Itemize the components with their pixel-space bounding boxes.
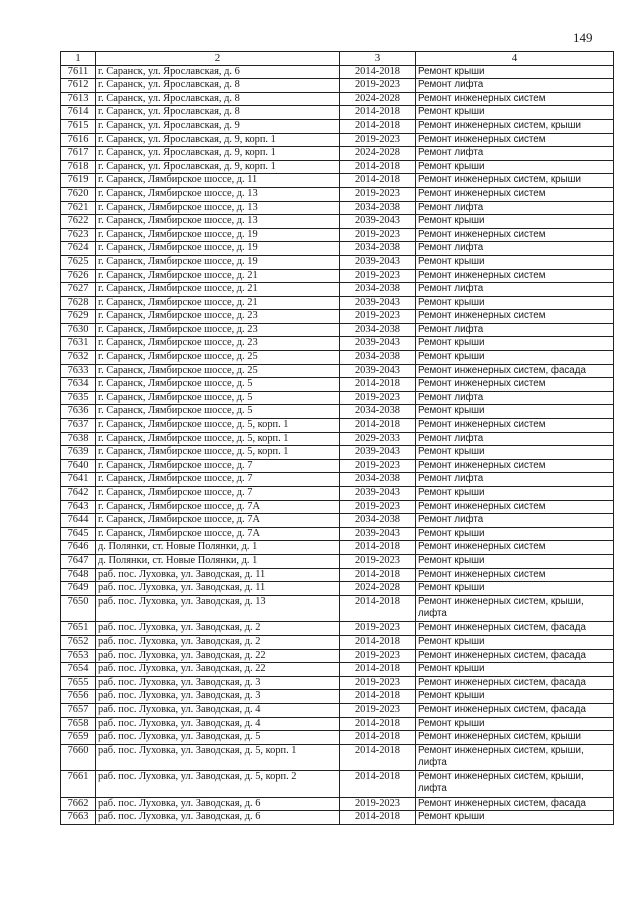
row-period: 2034-2038	[340, 405, 416, 419]
row-number: 7636	[61, 405, 96, 419]
row-period: 2024-2028	[340, 582, 416, 596]
table-row	[61, 364, 614, 378]
row-address: г. Саранск, Лямбирское шоссе, д. 23	[96, 323, 340, 337]
table-row	[61, 582, 614, 596]
row-address: раб. пос. Луховка, ул. Заводская, д. 2	[96, 635, 340, 649]
row-number: 7629	[61, 310, 96, 324]
table-row	[61, 500, 614, 514]
row-period: 2014-2018	[340, 811, 416, 825]
table-body	[61, 65, 614, 824]
row-address: раб. пос. Луховка, ул. Заводская, д. 5, корп. 1	[96, 744, 340, 771]
table-row	[61, 92, 614, 106]
row-number: 7658	[61, 717, 96, 731]
row-number: 7630	[61, 323, 96, 337]
table-row	[61, 228, 614, 242]
row-number: 7613	[61, 92, 96, 106]
row-work-type: Ремонт инженерных систем, крыши	[416, 174, 614, 188]
row-period: 2039-2043	[340, 215, 416, 229]
row-period: 2034-2038	[340, 323, 416, 337]
row-period: 2014-2018	[340, 541, 416, 555]
row-number: 7615	[61, 119, 96, 133]
table-row	[61, 635, 614, 649]
row-period: 2039-2043	[340, 446, 416, 460]
row-work-type: Ремонт крыши	[416, 106, 614, 120]
row-work-type: Ремонт крыши	[416, 717, 614, 731]
row-address: г. Саранск, Лямбирское шоссе, д. 19	[96, 228, 340, 242]
row-work-type: Ремонт инженерных систем, фасада	[416, 622, 614, 636]
row-address: г. Саранск, Лямбирское шоссе, д. 25	[96, 364, 340, 378]
table-row	[61, 744, 614, 771]
table-header	[61, 52, 614, 66]
row-address: г. Саранск, Лямбирское шоссе, д. 5, корп. 1	[96, 432, 340, 446]
row-address: г. Саранск, Лямбирское шоссе, д. 13	[96, 187, 340, 201]
table-row	[61, 690, 614, 704]
row-address: г. Саранск, ул. Ярославская, д. 9	[96, 119, 340, 133]
header-row	[61, 52, 614, 66]
row-period: 2034-2038	[340, 242, 416, 256]
row-number: 7634	[61, 378, 96, 392]
row-period: 2019-2023	[340, 133, 416, 147]
row-address: г. Саранск, Лямбирское шоссе, д. 5, корп. 1	[96, 419, 340, 433]
row-number: 7616	[61, 133, 96, 147]
row-work-type: Ремонт лифта	[416, 242, 614, 256]
row-number: 7622	[61, 215, 96, 229]
row-address: раб. пос. Луховка, ул. Заводская, д. 5	[96, 731, 340, 745]
row-number: 7640	[61, 459, 96, 473]
row-period: 2019-2023	[340, 500, 416, 514]
table-row	[61, 296, 614, 310]
row-address: г. Саранск, Лямбирское шоссе, д. 11	[96, 174, 340, 188]
row-number: 7632	[61, 351, 96, 365]
row-period: 2019-2023	[340, 459, 416, 473]
table-row	[61, 717, 614, 731]
row-work-type: Ремонт крыши	[416, 160, 614, 174]
row-address: г. Саранск, Лямбирское шоссе, д. 21	[96, 269, 340, 283]
table-row	[61, 514, 614, 528]
table-row	[61, 215, 614, 229]
row-address: г. Саранск, ул. Ярославская, д. 8	[96, 92, 340, 106]
row-number: 7618	[61, 160, 96, 174]
row-period: 2014-2018	[340, 568, 416, 582]
row-work-type: Ремонт крыши	[416, 487, 614, 501]
row-number: 7637	[61, 419, 96, 433]
table-row	[61, 160, 614, 174]
row-period: 2014-2018	[340, 106, 416, 120]
row-number: 7628	[61, 296, 96, 310]
table-row	[61, 201, 614, 215]
row-work-type: Ремонт лифта	[416, 323, 614, 337]
table-row	[61, 473, 614, 487]
row-number: 7620	[61, 187, 96, 201]
header-col-work: 4	[416, 52, 614, 66]
table-row	[61, 487, 614, 501]
row-work-type: Ремонт инженерных систем, фасада	[416, 676, 614, 690]
row-address: раб. пос. Луховка, ул. Заводская, д. 3	[96, 676, 340, 690]
row-number: 7645	[61, 527, 96, 541]
row-work-type: Ремонт инженерных систем, фасада	[416, 364, 614, 378]
row-address: г. Саранск, ул. Ярославская, д. 9, корп. 1	[96, 133, 340, 147]
row-work-type: Ремонт инженерных систем, крыши, лифта	[416, 744, 614, 771]
row-work-type: Ремонт инженерных систем	[416, 378, 614, 392]
row-work-type: Ремонт лифта	[416, 391, 614, 405]
table-row	[61, 432, 614, 446]
page-number: 149	[573, 30, 593, 45]
row-work-type: Ремонт инженерных систем, крыши, лифта	[416, 771, 614, 798]
table-row	[61, 405, 614, 419]
row-address: г. Саранск, Лямбирское шоссе, д. 7А	[96, 527, 340, 541]
row-work-type: Ремонт крыши	[416, 296, 614, 310]
row-number: 7639	[61, 446, 96, 460]
row-period: 2014-2018	[340, 65, 416, 79]
row-number: 7661	[61, 771, 96, 798]
row-number: 7653	[61, 649, 96, 663]
row-period: 2034-2038	[340, 514, 416, 528]
row-address: раб. пос. Луховка, ул. Заводская, д. 5, корп. 2	[96, 771, 340, 798]
row-number: 7642	[61, 487, 96, 501]
row-period: 2029-2033	[340, 432, 416, 446]
row-period: 2019-2023	[340, 554, 416, 568]
row-number: 7641	[61, 473, 96, 487]
row-work-type: Ремонт лифта	[416, 79, 614, 93]
row-work-type: Ремонт инженерных систем, крыши	[416, 731, 614, 745]
row-address: г. Саранск, Лямбирское шоссе, д. 7	[96, 473, 340, 487]
row-number: 7623	[61, 228, 96, 242]
row-address: г. Саранск, ул. Ярославская, д. 9, корп. 1	[96, 160, 340, 174]
row-address: г. Саранск, ул. Ярославская, д. 9, корп. 1	[96, 147, 340, 161]
row-period: 2024-2028	[340, 147, 416, 161]
row-work-type: Ремонт инженерных систем	[416, 459, 614, 473]
row-period: 2014-2018	[340, 663, 416, 677]
row-period: 2019-2023	[340, 228, 416, 242]
table-row	[61, 797, 614, 811]
row-number: 7638	[61, 432, 96, 446]
row-period: 2019-2023	[340, 310, 416, 324]
row-number: 7614	[61, 106, 96, 120]
row-work-type: Ремонт лифта	[416, 432, 614, 446]
table-row	[61, 649, 614, 663]
row-address: раб. пос. Луховка, ул. Заводская, д. 22	[96, 663, 340, 677]
row-address: г. Саранск, Лямбирское шоссе, д. 25	[96, 351, 340, 365]
row-address: раб. пос. Луховка, ул. Заводская, д. 4	[96, 717, 340, 731]
row-work-type: Ремонт инженерных систем, фасада	[416, 703, 614, 717]
table-row	[61, 269, 614, 283]
row-period: 2039-2043	[340, 255, 416, 269]
row-number: 7635	[61, 391, 96, 405]
row-address: г. Саранск, Лямбирское шоссе, д. 13	[96, 201, 340, 215]
table-row	[61, 554, 614, 568]
row-number: 7657	[61, 703, 96, 717]
row-work-type: Ремонт крыши	[416, 337, 614, 351]
row-work-type: Ремонт инженерных систем	[416, 419, 614, 433]
row-number: 7611	[61, 65, 96, 79]
row-period: 2034-2038	[340, 201, 416, 215]
row-address: г. Саранск, Лямбирское шоссе, д. 23	[96, 310, 340, 324]
row-number: 7659	[61, 731, 96, 745]
table-row	[61, 106, 614, 120]
row-period: 2019-2023	[340, 797, 416, 811]
table-row	[61, 811, 614, 825]
row-address: г. Саранск, Лямбирское шоссе, д. 5, корп. 1	[96, 446, 340, 460]
table-row	[61, 527, 614, 541]
row-address: раб. пос. Луховка, ул. Заводская, д. 6	[96, 797, 340, 811]
table-row	[61, 255, 614, 269]
table-row	[61, 771, 614, 798]
header-col-number: 1	[61, 52, 96, 66]
table-row	[61, 79, 614, 93]
row-work-type: Ремонт инженерных систем, фасада	[416, 797, 614, 811]
row-work-type: Ремонт крыши	[416, 405, 614, 419]
row-number: 7647	[61, 554, 96, 568]
row-work-type: Ремонт крыши	[416, 663, 614, 677]
row-number: 7655	[61, 676, 96, 690]
row-number: 7663	[61, 811, 96, 825]
table-row	[61, 242, 614, 256]
row-period: 2019-2023	[340, 649, 416, 663]
table-row	[61, 676, 614, 690]
row-work-type: Ремонт крыши	[416, 527, 614, 541]
row-address: раб. пос. Луховка, ул. Заводская, д. 2	[96, 622, 340, 636]
row-period: 2019-2023	[340, 676, 416, 690]
row-number: 7621	[61, 201, 96, 215]
row-work-type: Ремонт крыши	[416, 554, 614, 568]
row-address: д. Полянки, ст. Новые Полянки, д. 1	[96, 554, 340, 568]
row-work-type: Ремонт инженерных систем, фасада	[416, 649, 614, 663]
row-work-type: Ремонт инженерных систем	[416, 310, 614, 324]
table-row	[61, 133, 614, 147]
row-address: г. Саранск, Лямбирское шоссе, д. 5	[96, 405, 340, 419]
row-period: 2014-2018	[340, 119, 416, 133]
row-address: раб. пос. Луховка, ул. Заводская, д. 11	[96, 582, 340, 596]
row-period: 2014-2018	[340, 378, 416, 392]
row-work-type: Ремонт инженерных систем, крыши, лифта	[416, 595, 614, 622]
row-work-type: Ремонт лифта	[416, 473, 614, 487]
row-address: раб. пос. Луховка, ул. Заводская, д. 3	[96, 690, 340, 704]
row-number: 7651	[61, 622, 96, 636]
row-period: 2014-2018	[340, 771, 416, 798]
row-period: 2014-2018	[340, 595, 416, 622]
row-work-type: Ремонт инженерных систем	[416, 269, 614, 283]
row-work-type: Ремонт инженерных систем	[416, 500, 614, 514]
table-row	[61, 459, 614, 473]
row-address: г. Саранск, ул. Ярославская, д. 6	[96, 65, 340, 79]
row-work-type: Ремонт крыши	[416, 635, 614, 649]
row-number: 7644	[61, 514, 96, 528]
row-work-type: Ремонт крыши	[416, 446, 614, 460]
row-period: 2039-2043	[340, 527, 416, 541]
table-row	[61, 731, 614, 745]
row-address: г. Саранск, Лямбирское шоссе, д. 21	[96, 296, 340, 310]
row-number: 7643	[61, 500, 96, 514]
row-number: 7631	[61, 337, 96, 351]
table-row	[61, 65, 614, 79]
row-address: г. Саранск, ул. Ярославская, д. 8	[96, 79, 340, 93]
table-row	[61, 187, 614, 201]
table-row	[61, 595, 614, 622]
row-work-type: Ремонт крыши	[416, 582, 614, 596]
table-row	[61, 663, 614, 677]
row-period: 2014-2018	[340, 174, 416, 188]
table-row	[61, 446, 614, 460]
row-address: г. Саранск, Лямбирское шоссе, д. 7А	[96, 500, 340, 514]
row-period: 2014-2018	[340, 635, 416, 649]
row-address: раб. пос. Луховка, ул. Заводская, д. 13	[96, 595, 340, 622]
row-period: 2039-2043	[340, 296, 416, 310]
row-work-type: Ремонт крыши	[416, 351, 614, 365]
row-address: г. Саранск, Лямбирское шоссе, д. 19	[96, 255, 340, 269]
row-work-type: Ремонт лифта	[416, 201, 614, 215]
row-work-type: Ремонт инженерных систем, крыши	[416, 119, 614, 133]
table-row	[61, 391, 614, 405]
row-period: 2039-2043	[340, 364, 416, 378]
row-address: г. Саранск, Лямбирское шоссе, д. 5	[96, 378, 340, 392]
row-period: 2019-2023	[340, 187, 416, 201]
row-address: г. Саранск, Лямбирское шоссе, д. 7	[96, 487, 340, 501]
row-period: 2019-2023	[340, 622, 416, 636]
repair-schedule-table	[60, 51, 614, 825]
row-number: 7660	[61, 744, 96, 771]
row-number: 7648	[61, 568, 96, 582]
row-period: 2014-2018	[340, 690, 416, 704]
row-address: г. Саранск, Лямбирское шоссе, д. 23	[96, 337, 340, 351]
row-work-type: Ремонт лифта	[416, 514, 614, 528]
table-row	[61, 310, 614, 324]
row-work-type: Ремонт крыши	[416, 65, 614, 79]
row-work-type: Ремонт крыши	[416, 690, 614, 704]
row-period: 2039-2043	[340, 337, 416, 351]
row-address: раб. пос. Луховка, ул. Заводская, д. 22	[96, 649, 340, 663]
row-number: 7617	[61, 147, 96, 161]
row-work-type: Ремонт инженерных систем	[416, 568, 614, 582]
table-row	[61, 568, 614, 582]
row-work-type: Ремонт инженерных систем	[416, 187, 614, 201]
row-number: 7662	[61, 797, 96, 811]
table-row	[61, 378, 614, 392]
row-period: 2014-2018	[340, 744, 416, 771]
table-row	[61, 351, 614, 365]
table-row	[61, 147, 614, 161]
row-number: 7625	[61, 255, 96, 269]
row-work-type: Ремонт инженерных систем	[416, 228, 614, 242]
row-address: раб. пос. Луховка, ул. Заводская, д. 11	[96, 568, 340, 582]
row-address: д. Полянки, ст. Новые Полянки, д. 1	[96, 541, 340, 555]
row-number: 7624	[61, 242, 96, 256]
row-address: раб. пос. Луховка, ул. Заводская, д. 4	[96, 703, 340, 717]
row-address: г. Саранск, Лямбирское шоссе, д. 7А	[96, 514, 340, 528]
row-number: 7627	[61, 283, 96, 297]
row-period: 2019-2023	[340, 269, 416, 283]
row-period: 2034-2038	[340, 473, 416, 487]
row-number: 7652	[61, 635, 96, 649]
row-period: 2019-2023	[340, 79, 416, 93]
table-row	[61, 283, 614, 297]
table-row	[61, 703, 614, 717]
row-period: 2014-2018	[340, 419, 416, 433]
row-address: г. Саранск, Лямбирское шоссе, д. 13	[96, 215, 340, 229]
row-period: 2014-2018	[340, 717, 416, 731]
row-work-type: Ремонт крыши	[416, 811, 614, 825]
row-number: 7633	[61, 364, 96, 378]
row-address: г. Саранск, Лямбирское шоссе, д. 21	[96, 283, 340, 297]
table-row	[61, 119, 614, 133]
row-address: раб. пос. Луховка, ул. Заводская, д. 6	[96, 811, 340, 825]
row-period: 2034-2038	[340, 283, 416, 297]
row-number: 7654	[61, 663, 96, 677]
header-col-period: 3	[340, 52, 416, 66]
row-number: 7650	[61, 595, 96, 622]
row-work-type: Ремонт лифта	[416, 283, 614, 297]
row-number: 7619	[61, 174, 96, 188]
row-number: 7649	[61, 582, 96, 596]
row-address: г. Саранск, Лямбирское шоссе, д. 7	[96, 459, 340, 473]
row-period: 2019-2023	[340, 703, 416, 717]
row-work-type: Ремонт крыши	[416, 255, 614, 269]
row-address: г. Саранск, ул. Ярославская, д. 8	[96, 106, 340, 120]
table-row	[61, 337, 614, 351]
row-work-type: Ремонт инженерных систем	[416, 92, 614, 106]
row-address: г. Саранск, Лямбирское шоссе, д. 19	[96, 242, 340, 256]
table-row	[61, 622, 614, 636]
row-work-type: Ремонт инженерных систем	[416, 133, 614, 147]
row-period: 2024-2028	[340, 92, 416, 106]
row-number: 7612	[61, 79, 96, 93]
row-period: 2034-2038	[340, 351, 416, 365]
table-row	[61, 174, 614, 188]
table-row	[61, 419, 614, 433]
row-period: 2039-2043	[340, 487, 416, 501]
row-work-type: Ремонт крыши	[416, 215, 614, 229]
row-work-type: Ремонт инженерных систем	[416, 541, 614, 555]
row-number: 7626	[61, 269, 96, 283]
table-row	[61, 323, 614, 337]
row-number: 7646	[61, 541, 96, 555]
row-period: 2014-2018	[340, 160, 416, 174]
row-work-type: Ремонт лифта	[416, 147, 614, 161]
header-col-address: 2	[96, 52, 340, 66]
table-row	[61, 541, 614, 555]
row-number: 7656	[61, 690, 96, 704]
row-period: 2014-2018	[340, 731, 416, 745]
row-address: г. Саранск, Лямбирское шоссе, д. 5	[96, 391, 340, 405]
row-period: 2019-2023	[340, 391, 416, 405]
